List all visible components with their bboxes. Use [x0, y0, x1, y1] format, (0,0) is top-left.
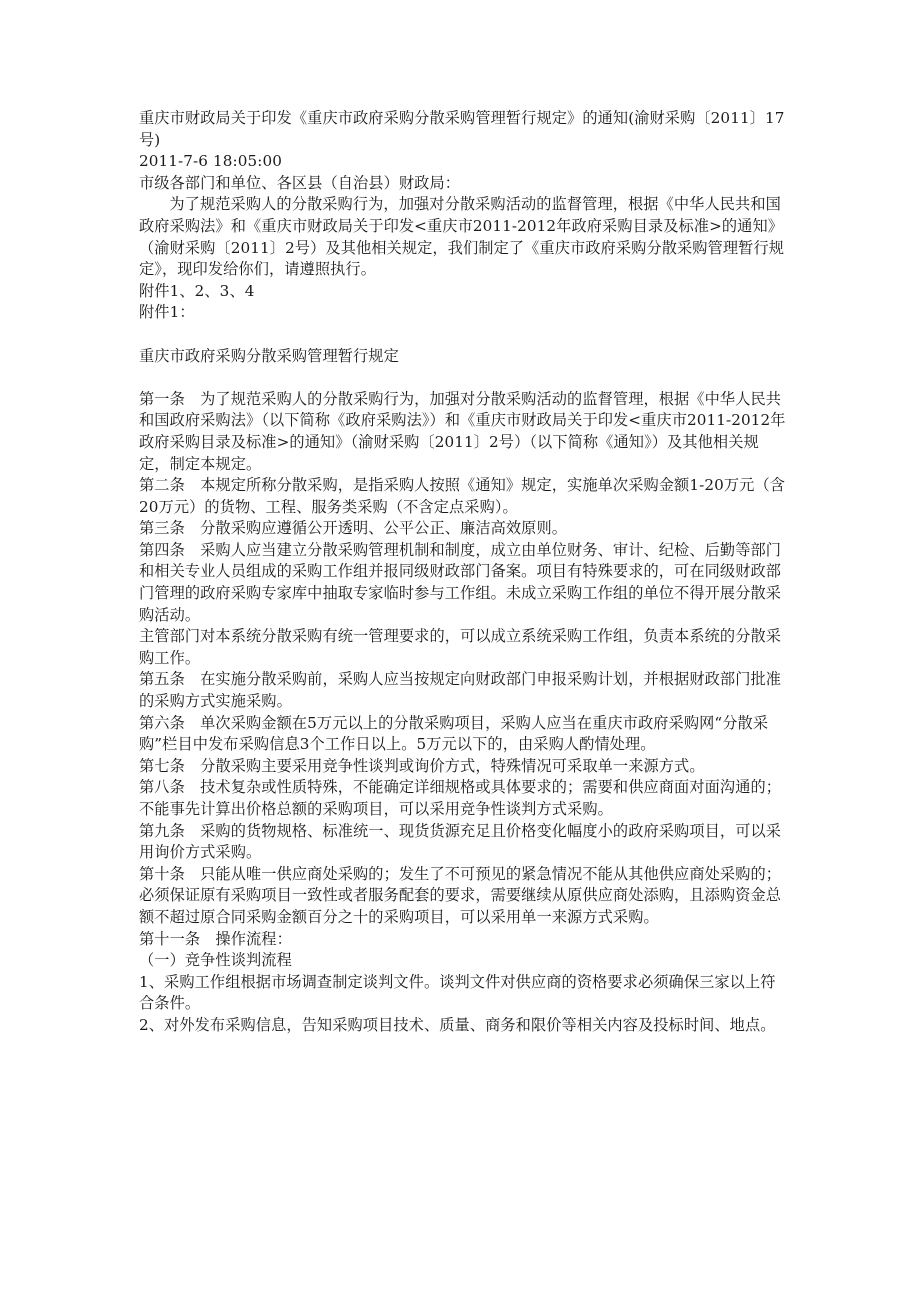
attachments-line: 附件1、2、3、4 [139, 281, 255, 300]
article-1: 第一条 为了规范采购人的分散采购行为，加强对分散采购活动的监督管理，根据《中华人民共和国政府采购法》（以下简称《政府采购法》）和《重庆市财政局关于印发<重庆市2011-2012年政府采购目录及标准>的通知》（渝财采购〔2011〕2号）（以下简称《通知》）及其他相关规定，制定本规定。 [139, 389, 786, 473]
article-5: 第五条 在实施分散采购前，采购人应当按规定向财政部门申报采购计划，并根据财政部门批准的采购方式实施采购。 [139, 670, 782, 711]
document-body [139, 108, 789, 1037]
attachment-1-label: 附件1： [139, 303, 195, 322]
article-8: 第八条 技术复杂或性质特殊，不能确定详细规格或具体要求的；需要和供应商面对面沟通的；不能事先计算出价格总额的采购项目，可以采用竞争性谈判方式采购。 [139, 778, 782, 818]
flow-step-1: 1、采购工作组根据市场调查制定谈判文件。谈判文件对供应商的资格要求必须确保三家以上符合条件。 [139, 972, 776, 1013]
salutation: 市级各部门和单位、各区县（自治县）财政局： [139, 173, 461, 192]
spacer [139, 324, 789, 346]
intro-paragraph: 为了规范采购人的分散采购行为，加强对分散采购活动的监督管理，根据《中华人民共和国政府采购法》和《重庆市财政局关于印发<重庆市2011-2012年政府采购目录及标准>的通知》（渝财采购〔2011〕2号）及其他相关规定，我们制定了《重庆市政府采购分散采购管理暂行规定》，现印发给你们，请遵照执行。 [139, 195, 785, 279]
document-datetime: 2011-7-6 18:05:00 [139, 152, 282, 171]
section-negotiation-flow: （一）竞争性谈判流程 [139, 951, 292, 970]
article-2: 第二条 本规定所称分散采购，是指采购人按照《通知》规定，实施单次采购金额1-20万元（含20万元）的货物、工程、服务类采购（不含定点采购）。 [139, 476, 786, 516]
flow-step-2: 2、对外发布采购信息，告知采购项目技术、质量、商务和限价等相关内容及投标时间、地点。 [139, 1015, 776, 1034]
document-title: 重庆市财政局关于印发《重庆市政府采购分散采购管理暂行规定》的通知(渝财采购〔2011〕17号) [139, 109, 785, 149]
spacer [139, 367, 789, 389]
article-4-supplement: 主管部门对本系统分散采购有统一管理要求的，可以成立系统采购工作组，负责本系统的分散采购工作。 [139, 627, 782, 667]
article-9: 第九条 采购的货物规格、标准统一、现货货源充足且价格变化幅度小的政府采购项目，可以采用询价方式采购。 [139, 821, 782, 862]
article-3: 第三条 分散采购应遵循公开透明、公平公正、廉洁高效原则。 [139, 519, 568, 538]
article-11: 第十一条 操作流程： [139, 929, 292, 948]
article-7: 第七条 分散采购主要采用竞争性谈判或询价方式，特殊情况可采取单一来源方式。 [139, 756, 705, 775]
article-4: 第四条 采购人应当建立分散采购管理机制和制度，成立由单位财务、审计、纪检、后勤等部门和相关专业人员组成的采购工作组并报同级财政部门备案。项目有特殊要求的，可在同级财政部门管理的政府采购专家库中抽取专家临时参与工作组。未成立采购工作组的单位不得开展分散采购活动。 [139, 540, 782, 624]
article-6: 第六条 单次采购金额在5万元以上的分散采购项目，采购人应当在重庆市政府采购网“分散采购”栏目中发布采购信息3个工作日以上。5万元以下的，由采购人酌情处理。 [139, 713, 769, 754]
article-10: 第十条 只能从唯一供应商处采购的；发生了不可预见的紧急情况不能从其他供应商处采购的；必须保证原有采购项目一致性或者服务配套的要求，需要继续从原供应商处添购，且添购资金总额不超过原合同采购金额百分之十的采购项目，可以采用单一来源方式采购。 [139, 864, 782, 926]
regulation-title: 重庆市政府采购分散采购管理暂行规定 [139, 346, 399, 365]
